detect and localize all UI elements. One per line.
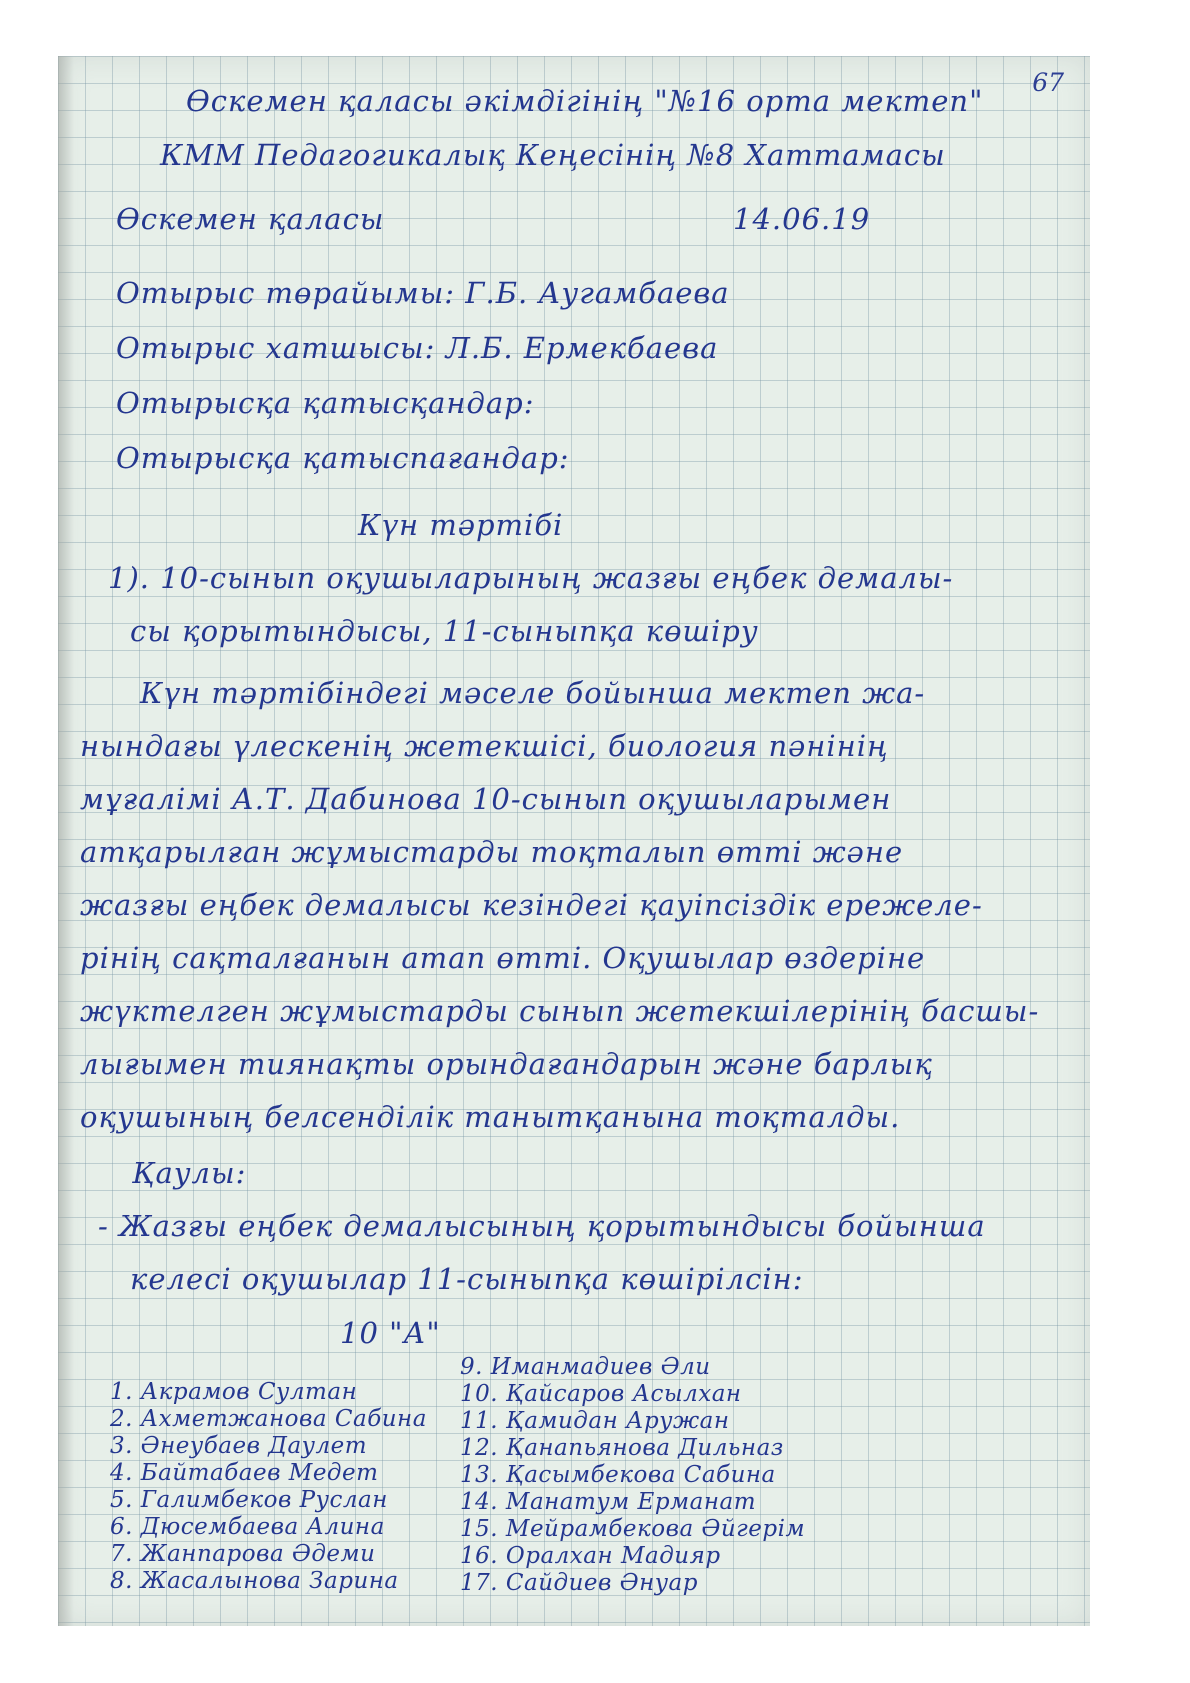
body-line: лығымен тиянақты орындағандарын және барлық: [80, 1047, 933, 1081]
student-item: 16. Оралхан Мадияр: [460, 1543, 721, 1569]
present-line: Отырысқа қатысқандар:: [116, 386, 535, 420]
city: Өскемен қаласы: [116, 202, 385, 236]
agenda-item-1-line-1: 1). 10-сынып оқушыларының жазғы еңбек демалы-: [108, 561, 954, 595]
decision-line-2: келесі оқушылар 11-сыныпқа көшірілсін:: [130, 1262, 804, 1296]
student-item: 7. Жанпарова Әдеми: [110, 1541, 376, 1567]
decision-title: Қаулы:: [132, 1156, 247, 1190]
student-item: 14. Манатум Ерманат: [460, 1489, 757, 1515]
notebook-binding: [58, 56, 74, 1626]
class-label: 10 "А": [340, 1316, 441, 1350]
agenda-title: Күн тәртібі: [358, 508, 564, 542]
page-number: 67: [1032, 68, 1064, 97]
student-item: 9. Иманмадиев Әли: [460, 1354, 711, 1380]
student-item: 8. Жасалынова Зарина: [110, 1568, 399, 1594]
agenda-item-1-line-2: сы қорытындысы, 11-сыныпқа көшіру: [130, 614, 759, 648]
student-item: 10. Қайсаров Асылхан: [460, 1381, 742, 1407]
absent-line: Отырысқа қатыспағандар:: [116, 441, 570, 475]
student-item: 12. Қанапьянова Дильназ: [460, 1435, 784, 1461]
student-item: 15. Мейрамбекова Әйгерім: [460, 1516, 806, 1542]
student-item: 17. Сайдиев Әнуар: [460, 1570, 698, 1596]
student-item: 6. Дюсембаева Алина: [110, 1514, 385, 1540]
header-line-1: Өскемен қаласы әкімдігінің "№16 орта мектеп": [186, 84, 984, 118]
date: 14.06.19: [733, 202, 871, 236]
body-line: Күн тәртібіндегі мәселе бойынша мектеп жа-: [140, 676, 926, 710]
student-item: 2. Ахметжанова Сабина: [110, 1406, 427, 1432]
body-line: нындағы үлескенің жетекшісі, биология пәнінің: [80, 729, 889, 763]
body-line: жазғы еңбек демалысы кезіндегі қауіпсіздік ережеле-: [80, 888, 983, 922]
student-item: 3. Әнеубаев Даулет: [110, 1433, 368, 1459]
notebook-page: [58, 56, 1090, 1626]
student-item: 11. Қамидан Аружан: [460, 1408, 730, 1434]
body-line: рінің сақталғанын атап өтті. Оқушылар өздеріне: [80, 941, 926, 975]
secretary-line: Отырыс хатшысы: Л.Б. Ермекбаева: [116, 331, 719, 365]
student-item: 13. Қасымбекова Сабина: [460, 1462, 776, 1488]
header-line-2: КММ Педагогикалық Кеңесінің №8 Хаттамасы: [160, 138, 946, 172]
decision-line-1: - Жазғы еңбек демалысының қорытындысы бойынша: [98, 1209, 986, 1243]
student-item: 4. Байтабаев Медет: [110, 1460, 379, 1486]
body-line: оқушының белсенділік танытқанына тоқталды.: [80, 1100, 901, 1134]
chair-line: Отырыс төрайымы: Г.Б. Аугамбаева: [116, 276, 730, 310]
body-line: атқарылған жұмыстарды тоқталып өтті және: [80, 835, 904, 869]
student-item: 1. Акрамов Султан: [110, 1379, 358, 1405]
body-line: жүктелген жұмыстарды сынып жетекшілерінің басшы-: [80, 994, 1040, 1028]
body-line: мұғалімі А.Т. Дабинова 10-сынып оқушыларымен: [80, 782, 892, 816]
student-item: 5. Галимбеков Руслан: [110, 1487, 388, 1513]
